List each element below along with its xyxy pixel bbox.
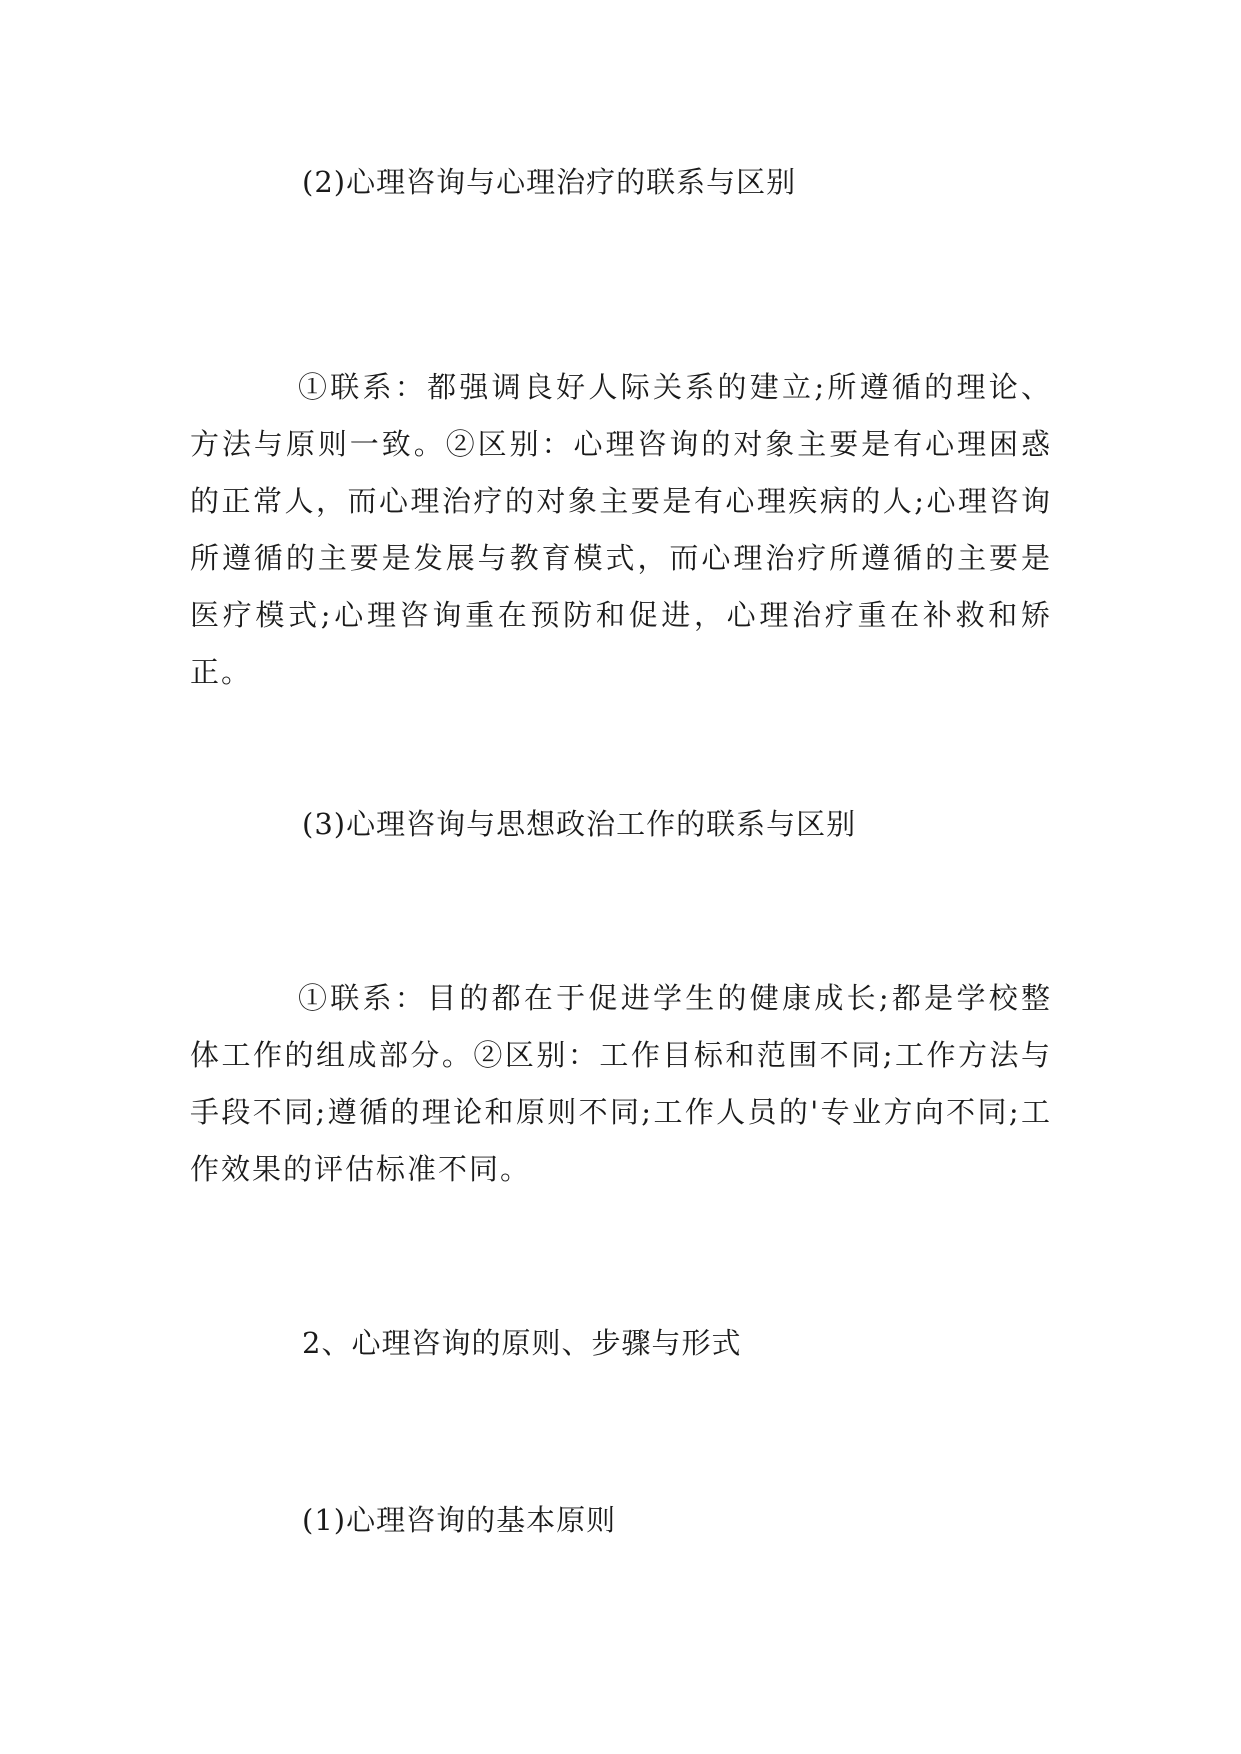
section-heading: (2)心理咨询与心理治疗的联系与区别 xyxy=(302,165,797,199)
section-heading: (1)心理咨询的基本原则 xyxy=(302,1503,617,1537)
body-paragraph: ①联系：都强调良好人际关系的建立;所遵循的理论、方法与原则一致。②区别：心理咨询的对象主要是有心理困惑的正常人，而心理治疗的对象主要是有心理疾病的人;心理咨询所遵循的主要是发展与教育模式，而心理治疗所遵循的主要是医疗模式;心理咨询重在预防和促进，心理治疗重在补救和矫正。 xyxy=(190,370,1052,689)
body-paragraph: ①联系：目的都在于促进学生的健康成长;都是学校整体工作的组成部分。②区别：工作目标和范围不同;工作方法与手段不同;遵循的理论和原则不同;工作人员的'专业方向不同;工作效果的评估标准不同。 xyxy=(190,981,1052,1186)
section-heading: 2、心理咨询的原则、步骤与形式 xyxy=(302,1326,742,1360)
section-heading: (3)心理咨询与思想政治工作的联系与区别 xyxy=(302,807,857,841)
